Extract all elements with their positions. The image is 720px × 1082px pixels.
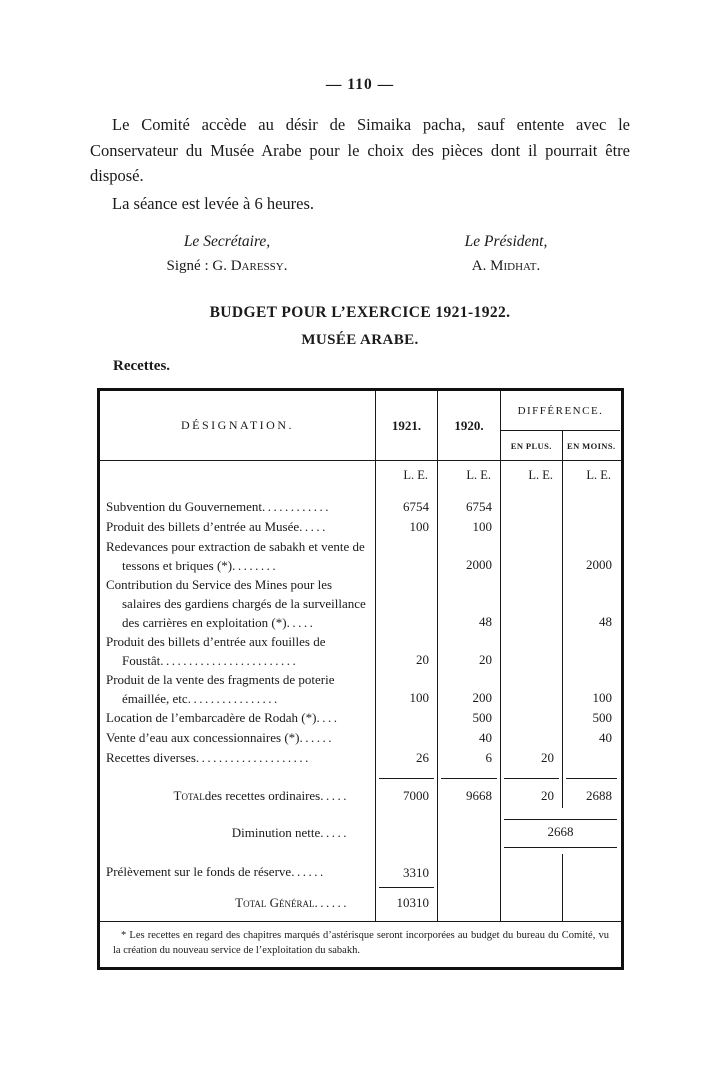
value-en-plus bbox=[500, 632, 562, 670]
value-1920: 20 bbox=[437, 632, 500, 670]
table-header bbox=[100, 391, 621, 461]
value-en-plus bbox=[500, 537, 562, 575]
currency-unit-row bbox=[100, 461, 621, 497]
header-difference: DIFFÉRENCE. bbox=[501, 391, 620, 431]
table-row bbox=[100, 708, 621, 728]
table-row bbox=[100, 537, 621, 575]
signature-block bbox=[90, 233, 630, 275]
row-designation: Recettes diverses.................... bbox=[106, 750, 311, 765]
dot-leader: ............ bbox=[261, 499, 331, 514]
value-1920: 40 bbox=[437, 728, 500, 748]
value-1920: 100 bbox=[437, 517, 500, 537]
total-ordinaires-row bbox=[100, 782, 621, 808]
body-text bbox=[90, 112, 630, 216]
row-designation: Contribution du Service des Mines pour les salaires des gardiens chargés de la surveillance des carrières en exploitation (*)..... bbox=[106, 577, 366, 630]
total-general-row bbox=[100, 891, 621, 914]
value-en-plus bbox=[500, 728, 562, 748]
value-1920: 500 bbox=[437, 708, 500, 728]
total-general-1921: 10310 bbox=[375, 891, 437, 914]
value-en-moins: 500 bbox=[562, 708, 620, 728]
budget-table bbox=[97, 388, 624, 970]
total-label: Total des recettes ordinaires ..... bbox=[173, 787, 349, 803]
value-en-plus: 20 bbox=[500, 748, 562, 768]
table-row bbox=[100, 497, 621, 517]
paragraph: La séance est levée à 6 heures. bbox=[112, 193, 315, 213]
budget-title: BUDGET POUR L’EXERCICE 1921-1922. bbox=[209, 304, 511, 321]
dot-leader: ..... bbox=[299, 519, 328, 534]
value-1920: 200 bbox=[437, 670, 500, 708]
museum-title: MUSÉE ARABE. bbox=[301, 332, 419, 348]
table-row bbox=[100, 575, 621, 632]
signature-secretary bbox=[112, 233, 342, 275]
row-designation: Redevances pour extraction de sabakh et vente de tessons et briques (*)........ bbox=[106, 539, 365, 573]
row-designation: Subvention du Gouvernement............ bbox=[106, 499, 331, 514]
currency-unit: L. E. bbox=[375, 461, 437, 497]
value-1921 bbox=[375, 575, 437, 632]
row-designation: Vente d’eau aux concessionnaires (*)...... bbox=[106, 730, 334, 745]
value-en-moins bbox=[562, 517, 620, 537]
value-1921: 100 bbox=[375, 670, 437, 708]
value-1920: 48 bbox=[437, 575, 500, 632]
table-row bbox=[100, 632, 621, 670]
prelevement-row bbox=[100, 862, 621, 883]
total-1920: 9668 bbox=[437, 782, 500, 808]
header-designation: DÉSIGNATION. bbox=[181, 418, 294, 432]
table-row bbox=[100, 670, 621, 708]
table-row bbox=[100, 728, 621, 748]
total-general-label: Total Général ...... bbox=[235, 895, 349, 910]
signature-role: Le Président, bbox=[464, 233, 548, 250]
table-row bbox=[100, 748, 621, 768]
table-row bbox=[100, 517, 621, 537]
header-difference-group bbox=[500, 391, 620, 460]
row-designation: Produit de la vente des fragments de poterie émaillée, etc................ bbox=[106, 672, 335, 706]
value-1921 bbox=[375, 708, 437, 728]
total-en-moins: 2688 bbox=[562, 782, 620, 808]
paragraph: Le Comité accède au désir de Simaika pacha, sauf entente avec le Conservateur du Musée Arabe pour le choix des pièces dont il pourrait être disposé. bbox=[90, 115, 630, 185]
dot-leader: ................ bbox=[187, 691, 280, 706]
value-1921: 100 bbox=[375, 517, 437, 537]
value-1920: 2000 bbox=[437, 537, 500, 575]
value-en-moins: 100 bbox=[562, 670, 620, 708]
dot-leader: .... bbox=[316, 710, 340, 725]
diminution-value: 2668 bbox=[500, 821, 620, 843]
value-1921: 6754 bbox=[375, 497, 437, 517]
value-1920: 6 bbox=[437, 748, 500, 768]
signature-name: A. Midhat. bbox=[471, 258, 541, 274]
value-en-moins bbox=[562, 497, 620, 517]
diminution-row bbox=[100, 821, 621, 843]
dot-leader: .................... bbox=[195, 750, 311, 765]
value-1921 bbox=[375, 728, 437, 748]
value-1921: 20 bbox=[375, 632, 437, 670]
header-1920: 1920. bbox=[437, 391, 500, 460]
dot-leader: ..... bbox=[286, 615, 316, 630]
value-en-plus bbox=[500, 575, 562, 632]
currency-unit: L. E. bbox=[500, 461, 562, 497]
value-1921 bbox=[375, 537, 437, 575]
page-number: — 110 — bbox=[325, 76, 395, 93]
dot-leader: ...... bbox=[291, 864, 326, 879]
total-en-plus: 20 bbox=[500, 782, 562, 808]
total-1921: 7000 bbox=[375, 782, 437, 808]
signature-role: Le Secrétaire, bbox=[183, 233, 271, 250]
table-footnote: * Les recettes en regard des chapitres marqués d’astérisque seront incorporées au budget du bureau du Comité, vu la création du nouveau service de l’exploitation du sabakh. bbox=[100, 921, 621, 967]
row-designation: Location de l’embarcadère de Rodah (*).... bbox=[106, 710, 340, 725]
value-en-plus bbox=[500, 670, 562, 708]
dot-leader: ..... bbox=[320, 787, 349, 803]
section-label-recettes: Recettes. bbox=[113, 358, 171, 374]
totals-rule bbox=[100, 774, 621, 782]
dot-leader: ..... bbox=[320, 824, 349, 840]
value-en-plus bbox=[500, 517, 562, 537]
currency-unit: L. E. bbox=[562, 461, 620, 497]
value-en-plus bbox=[500, 708, 562, 728]
header-1921: 1921. bbox=[375, 391, 437, 460]
row-designation: Prélèvement sur le fonds de réserve...... bbox=[106, 864, 326, 879]
value-en-moins: 48 bbox=[562, 575, 620, 632]
value-en-moins bbox=[562, 748, 620, 768]
diminution-label: Diminution nette ..... bbox=[231, 824, 349, 840]
currency-unit: L. E. bbox=[437, 461, 500, 497]
value-1921: 3310 bbox=[375, 862, 437, 883]
signature-president bbox=[406, 233, 606, 275]
header-en-moins: EN MOINS. bbox=[562, 431, 621, 460]
row-designation: Produit des billets d’entrée aux fouilles de Foustât........................ bbox=[106, 634, 326, 668]
value-en-moins: 2000 bbox=[562, 537, 620, 575]
dot-leader: ...... bbox=[314, 895, 349, 910]
value-en-plus bbox=[500, 497, 562, 517]
diminution-rule-top bbox=[500, 808, 620, 821]
signature-name: Signé : G. Daressy. bbox=[166, 258, 288, 274]
value-1920: 6754 bbox=[437, 497, 500, 517]
general-rule bbox=[100, 883, 621, 891]
dot-leader: ........................ bbox=[160, 653, 299, 668]
dot-leader: ........ bbox=[232, 558, 279, 573]
value-en-moins: 40 bbox=[562, 728, 620, 748]
value-en-moins bbox=[562, 632, 620, 670]
row-designation: Produit des billets d’entrée au Musée..... bbox=[106, 519, 328, 534]
header-en-plus: EN PLUS. bbox=[510, 440, 552, 451]
value-1921: 26 bbox=[375, 748, 437, 768]
diminution-rule-bottom bbox=[500, 843, 620, 854]
dot-leader: ...... bbox=[299, 730, 334, 745]
